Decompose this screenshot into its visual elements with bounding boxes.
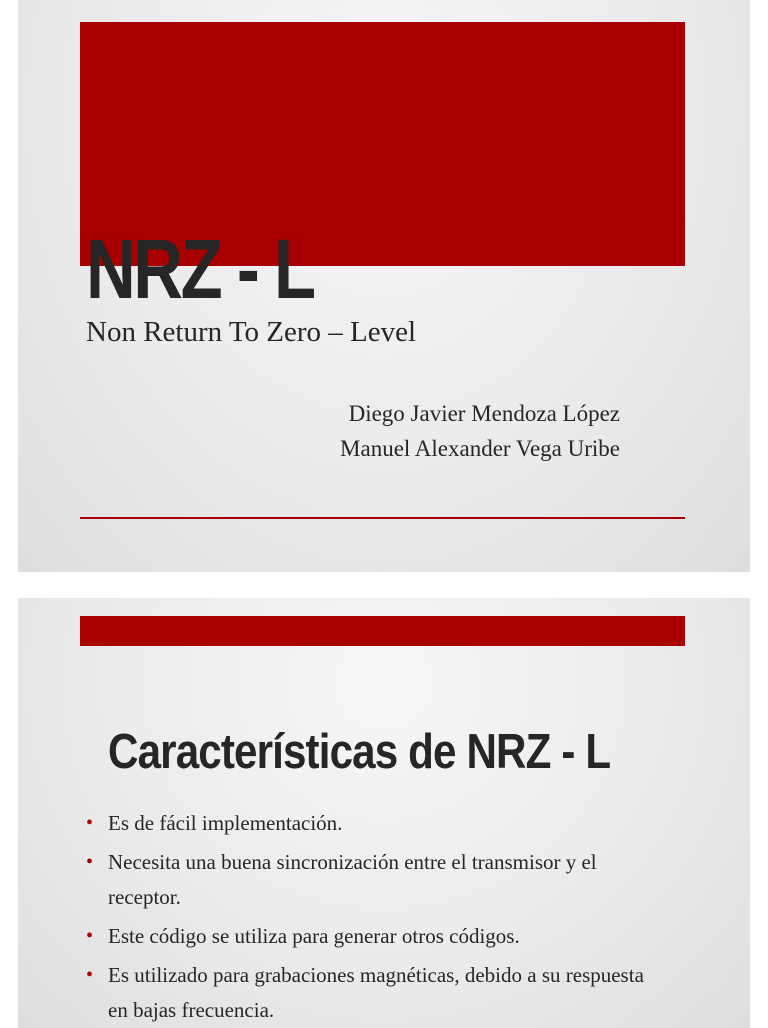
content-slide: [18, 598, 750, 1028]
list-item: [86, 958, 646, 1028]
bullet-list: [86, 806, 646, 1028]
list-item: [86, 845, 646, 915]
bullet-text: Necesita una buena sincronización entre el transmisor y el receptor.: [108, 850, 597, 909]
bullet-text: Este código se utiliza para generar otros códigos.: [108, 924, 520, 948]
authors-block: [340, 396, 620, 466]
bullet-icon: •: [86, 925, 94, 947]
slide-subtitle: Non Return To Zero – Level: [86, 316, 417, 348]
slide-heading: Características de NRZ - L: [108, 725, 611, 779]
title-slide: [18, 0, 750, 572]
list-item: [86, 806, 646, 841]
slide-title: NRZ - L: [86, 222, 314, 316]
bullet-text: Es utilizado para grabaciones magnéticas, debido a su respuesta en bajas frecuencia.: [108, 963, 644, 1022]
list-item: [86, 919, 646, 954]
bullet-icon: •: [86, 964, 94, 986]
bullet-icon: •: [86, 851, 94, 873]
bullet-text: Es de fácil implementación.: [108, 811, 343, 835]
author-name: Manuel Alexander Vega Uribe: [340, 436, 620, 461]
bullet-icon: •: [86, 812, 94, 834]
author-name: Diego Javier Mendoza López: [348, 401, 620, 426]
bottom-red-rule: [80, 517, 685, 519]
header-red-bar: [80, 616, 685, 646]
